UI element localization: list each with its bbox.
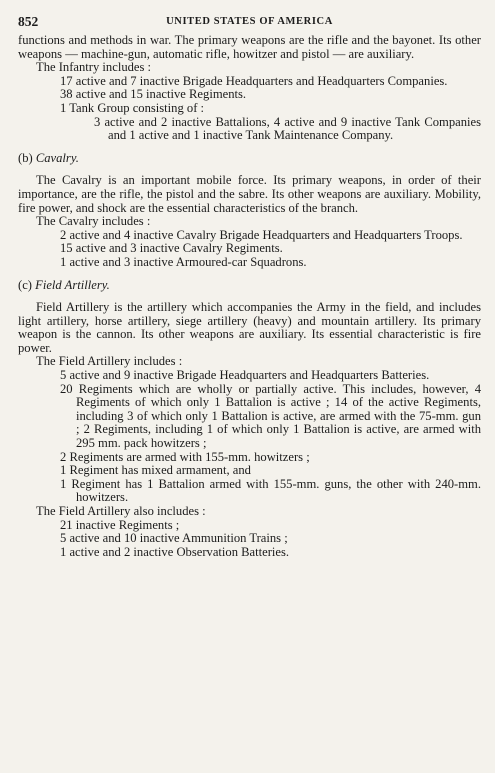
list-item: 1 active and 3 inactive Armoured-car Squadrons.: [60, 254, 307, 269]
list-item: 3 active and 2 inactive Battalions, 4 active and 9 inactive Tank Companies and 1 active and 1 inactive Tank Maintenance Company.: [94, 114, 481, 143]
document-body: [18, 34, 481, 559]
section-heading-cavalry: [18, 152, 481, 166]
list-item: 5 active and 9 inactive Brigade Headquarters and Headquarters Batteries.: [60, 368, 430, 383]
list-item: 1 Regiment has 1 Battalion armed with 155-mm. guns, the other with 240-mm. howitzers.: [60, 476, 481, 505]
page-header: [18, 14, 481, 34]
list-item: 20 Regiments which are wholly or partially active. This includes, however, 4 Regiments of which only 1 Battalion is active ; 14 of the active Regiments, including 3 of which only 1 Battalion is active, are armed with the 75-mm. gun ; 2 Regiments, including 1 of which only 1 Battalion is active, are armed with 295 mm. pack howitzers ;: [60, 381, 481, 451]
infantry-includes-label: The Infantry includes :: [36, 60, 152, 75]
field-artillery-paragraph: Field Artillery is the artillery which accompanies the Army in the field, and includes light artillery, horse artillery, siege artillery (heavy) and mountain artillery. Its primary weapon is the cannon. Its other weapons are auxiliary. Its essential characteristic is fire power.: [18, 300, 481, 355]
cavalry-paragraph: The Cavalry is an important mobile force. Its primary weapons, in order of their importance, are the rifle, the pistol and the sabre. Its other weapons are auxiliary. Mobility, fire power, and shock are the essential characteristics of the branch.: [18, 173, 481, 215]
list-item: 2 active and 4 inactive Cavalry Brigade Headquarters and Headquarters Troops.: [60, 227, 463, 242]
running-title: UNITED STATES OF AMERICA: [166, 16, 333, 27]
list-item: 21 inactive Regiments ;: [60, 517, 180, 532]
tank-group-intro: 1 Tank Group consisting of :: [60, 100, 205, 115]
list-item: 1 Regiment has mixed armament, and: [60, 463, 251, 478]
section-title: Field Artillery.: [35, 277, 110, 292]
section-marker: (c): [18, 277, 32, 292]
infantry-continuation: functions and methods in war. The primary weapons are the rifle and the bayonet. Its other weapons — machine-gun, automatic rifle, howitzer and pistol — are auxiliary.: [18, 33, 481, 61]
page-number: 852: [18, 14, 39, 29]
list-item: 5 active and 10 inactive Ammunition Trains ;: [60, 531, 288, 546]
list-item: 38 active and 15 inactive Regiments.: [60, 87, 247, 102]
field-artillery-includes-label: The Field Artillery includes :: [36, 354, 183, 369]
section-marker: (b): [18, 150, 33, 165]
section-heading-field-artillery: [18, 279, 481, 293]
cavalry-includes-label: The Cavalry includes :: [36, 214, 151, 229]
section-title: Cavalry.: [35, 150, 79, 165]
list-item: 1 active and 2 inactive Observation Batteries.: [60, 544, 290, 559]
list-item: 2 Regiments are armed with 155-mm. howitzers ;: [60, 449, 310, 464]
field-artillery-also-label: The Field Artillery also includes :: [36, 504, 206, 518]
list-item: 17 active and 7 inactive Brigade Headquarters and Headquarters Companies.: [60, 73, 448, 88]
list-item: 15 active and 3 inactive Cavalry Regiments.: [60, 241, 283, 256]
